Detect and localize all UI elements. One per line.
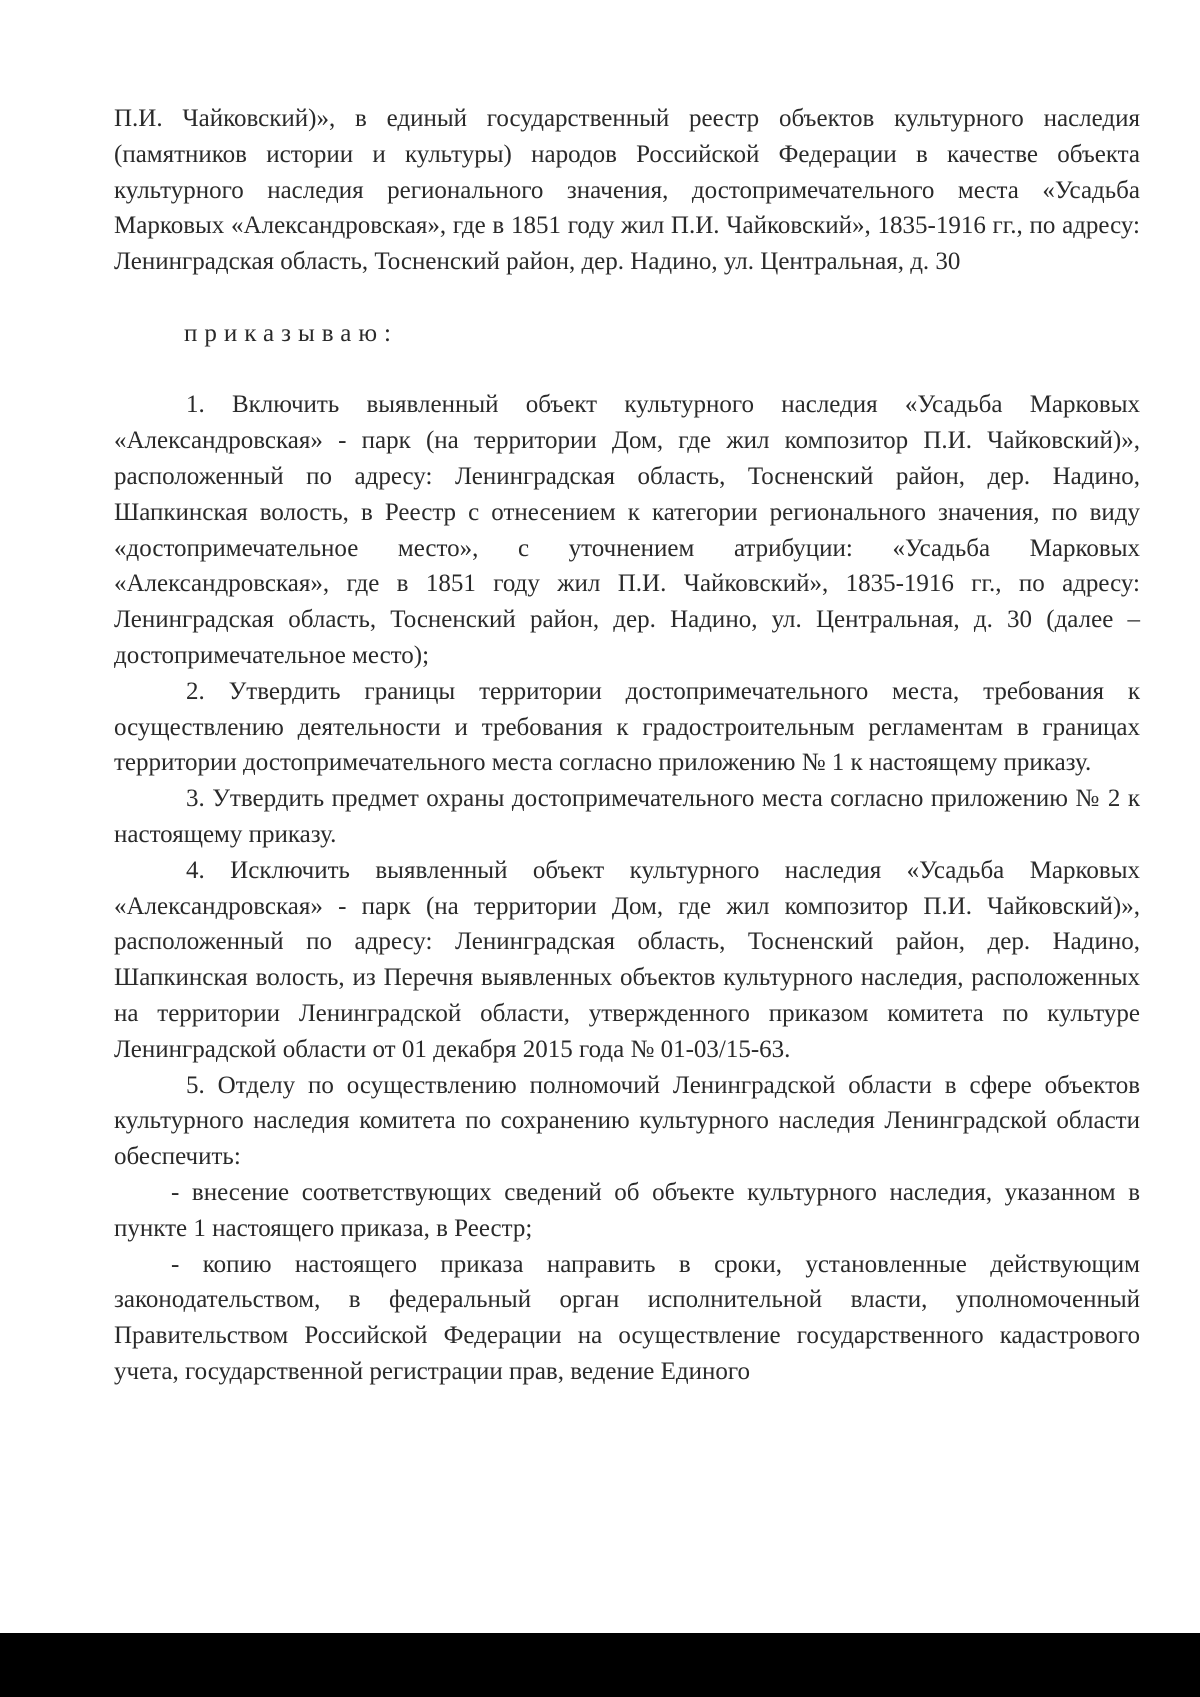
item-5-dash-2: - копию настоящего приказа направить в сроки, установленные действующим законодательством, в федеральный орган исполнительной власти, уполномоченный Правительством Российской Федерации на осуществление государственного кадастрового учета, государственной регистрации прав, ведение Единого	[114, 1250, 1140, 1385]
blank-line	[114, 280, 1140, 316]
item-3: 3. Утвердить предмет охраны достопримечательного места согласно приложению № 2 к настоящему приказу.	[114, 785, 1140, 848]
item-5: 5. Отделу по осуществлению полномочий Ленинградской области в сфере объектов культурного наследия комитета по сохранению культурного наследия Ленинградской области обеспечить:	[114, 1071, 1140, 1171]
order-word: приказываю:	[184, 319, 398, 347]
scan-border	[0, 1633, 1200, 1697]
intro-paragraph: П.И. Чайковский)», в единый государственный реестр объектов культурного наследия (памятников истории и культуры) народов Российской Федерации в качестве объекта культурного наследия регионального значения, достопримечательного места «Усадьба Марковых «Александровская», где в 1851 году жил П.И. Чайковский», 1835-1916 гг., по адресу: Ленинградская область, Тосненский район, дер. Надино, ул. Центральная, д. 30	[114, 105, 1140, 276]
document-body	[114, 101, 1140, 1390]
item-5-dash-1: - внесение соответствующих сведений об объекте культурного наследия, указанном в пункте 1 настоящего приказа, в Реестр;	[114, 1178, 1140, 1242]
item-1: 1. Включить выявленный объект культурного наследия «Усадьба Марковых «Александровская» - парк (на территории Дом, где жил композитор П.И. Чайковский)», расположенный по адресу: Ленинградская область, Тосненский район, дер. Надино, Шапкинская волость, в Реестр с отнесением к категории регионального значения, по виду «достопримечательное место», с уточнением атрибуции: «Усадьба Марковых «Александровская», где в 1851 году жил П.И. Чайковский», 1835-1916 гг., по адресу: Ленинградская область, Тосненский район, дер. Надино, ул. Центральная, д. 30 (далее – достопримечательное место);	[114, 391, 1140, 669]
item-2: 2. Утвердить границы территории достопримечательного места, требования к осуществлению деятельности и требования к градостроительным регламентам в границах территории достопримечательного места согласно приложению № 1 к настоящему приказу.	[114, 677, 1140, 777]
blank-line	[114, 352, 1140, 388]
item-4: 4. Исключить выявленный объект культурного наследия «Усадьба Марковых «Александровская» - парк (на территории Дом, где жил композитор П.И. Чайковский)», расположенный по адресу: Ленинградская область, Тосненский район, дер. Надино, Шапкинская волость, из Перечня выявленных объектов культурного наследия, расположенных на территории Ленинградской области, утвержденного приказом комитета по культуре Ленинградской области от 01 декабря 2015 года № 01-03/15-63.	[114, 856, 1140, 1063]
